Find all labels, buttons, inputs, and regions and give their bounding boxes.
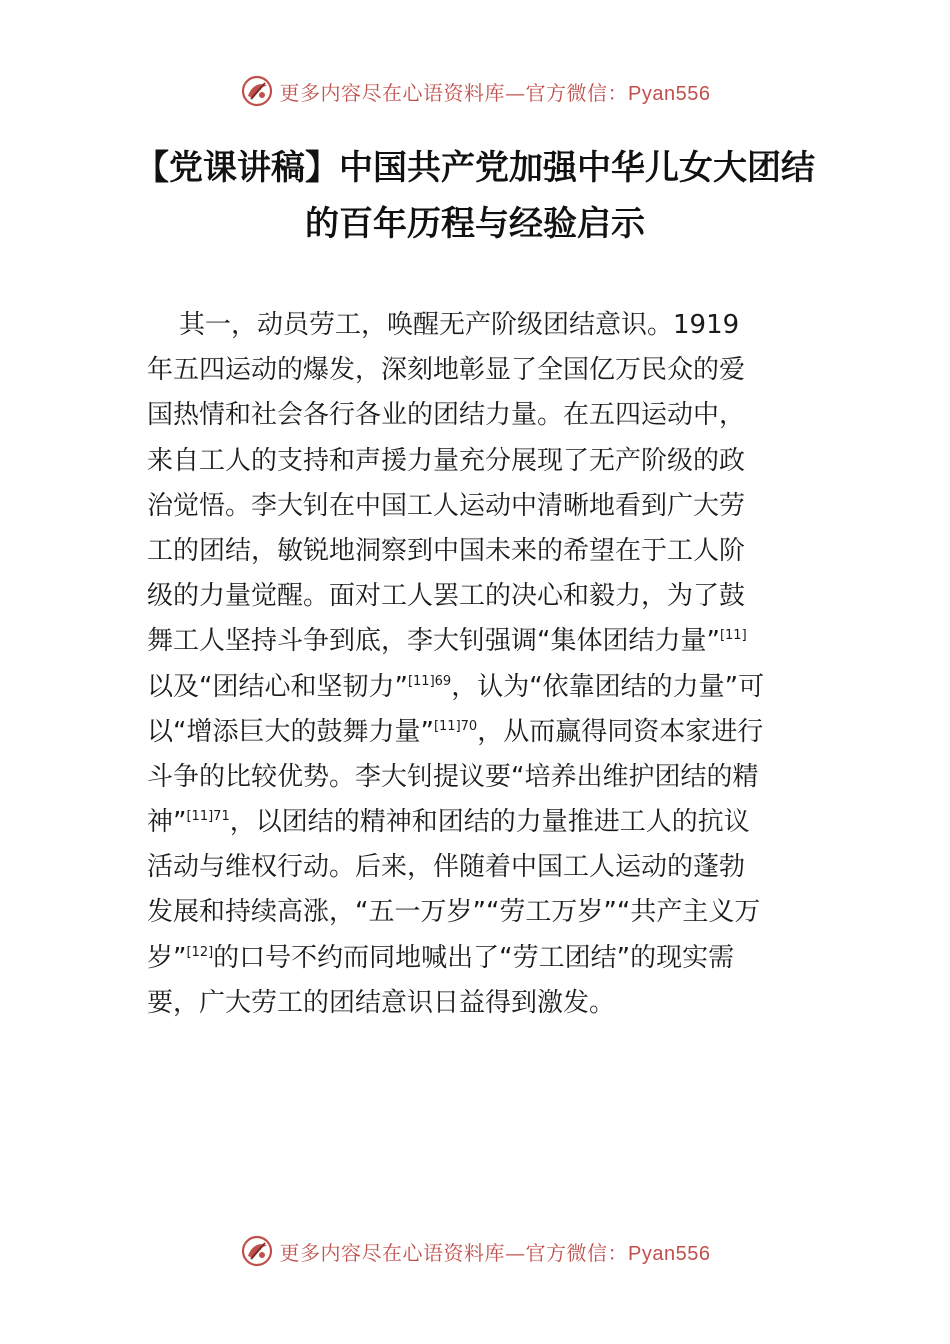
text-line — [147, 936, 807, 981]
watermark-brand: 更多内容尽在心语资料库 — [279, 80, 506, 105]
watermark-brand: 更多内容尽在心语资料库 — [279, 1240, 506, 1265]
watermark-text — [280, 1237, 711, 1266]
citation-superscript: [11]70 — [433, 718, 478, 734]
text-line: 其一，动员劳工，唤醒无产阶级团结意识。1919 — [179, 310, 740, 340]
title-line-2: 的百年历程与经验启示 — [305, 204, 645, 244]
document-title — [60, 140, 890, 252]
text-segment: ，以团结的精神和团结的力量推进工人的抗议 — [229, 807, 750, 838]
text-line: 活动与维权行动。后来，伴随着中国工人运动的蓬勃 — [147, 852, 746, 883]
text-line: 来自工人的支持和声援力量充分展现了无产阶级的政 — [147, 445, 746, 476]
text-segment: 神” — [147, 807, 187, 838]
text-line: 年五四运动的爆发，深刻地彰显了全国亿万民众的爱 — [147, 355, 746, 386]
title-line-1: 【党课讲稿】中国共产党加强中华儿女大团结 — [135, 148, 815, 188]
text-line — [147, 800, 807, 845]
watermark-text — [280, 77, 711, 106]
text-segment: 岁” — [147, 942, 187, 973]
body-paragraph — [147, 303, 807, 1026]
text-line: 发展和持续高涨，“五一万岁”“劳工万岁”“共产主义万 — [147, 897, 761, 928]
text-segment: 以及“团结心和坚韧力” — [147, 671, 408, 702]
brand-logo-icon — [240, 1234, 274, 1268]
text-segment: 舞工人坚持斗争到底，李大钊强调“集体团结力量” — [147, 626, 720, 657]
watermark-wechat-id: Pyan556 — [628, 1242, 711, 1265]
footer-watermark — [0, 1234, 950, 1268]
citation-superscript: [11]71 — [186, 809, 230, 825]
citation-superscript: [12] — [186, 944, 214, 960]
text-line — [147, 619, 807, 664]
text-segment: ，认为“依靠团结的力量”可 — [451, 671, 765, 702]
watermark-label: 官方微信： — [525, 80, 629, 105]
watermark-wechat-id: Pyan556 — [628, 82, 711, 105]
text-segment: ，从而赢得同资本家进行 — [477, 716, 764, 747]
watermark-label: 官方微信： — [525, 1240, 629, 1265]
text-segment: 以“增添巨大的鼓舞力量” — [147, 716, 434, 747]
text-segment: 的口号不约而同地喊出了“劳工团结”的现实需 — [213, 942, 735, 973]
citation-superscript: [11] — [719, 628, 747, 644]
text-line: 要，广大劳工的团结意识日益得到激发。 — [147, 987, 616, 1018]
text-line: 级的力量觉醒。面对工人罢工的决心和毅力，为了鼓 — [147, 581, 746, 612]
text-line — [147, 710, 807, 755]
text-line: 治觉悟。李大钊在中国工人运动中清晰地看到广大劳 — [147, 490, 746, 521]
citation-superscript: [11]69 — [407, 673, 452, 689]
text-line: 国热情和社会各行各业的团结力量。在五四运动中， — [147, 400, 746, 431]
text-line — [147, 665, 807, 710]
watermark-separator: — — [505, 80, 526, 105]
brand-logo-icon — [240, 74, 274, 108]
text-line: 工的团结，敏锐地洞察到中国未来的希望在于工人阶 — [147, 535, 746, 566]
header-watermark — [0, 74, 950, 108]
watermark-separator: — — [505, 1240, 526, 1265]
text-line: 斗争的比较优势。李大钊提议要“培养出维护团结的精 — [147, 761, 759, 792]
